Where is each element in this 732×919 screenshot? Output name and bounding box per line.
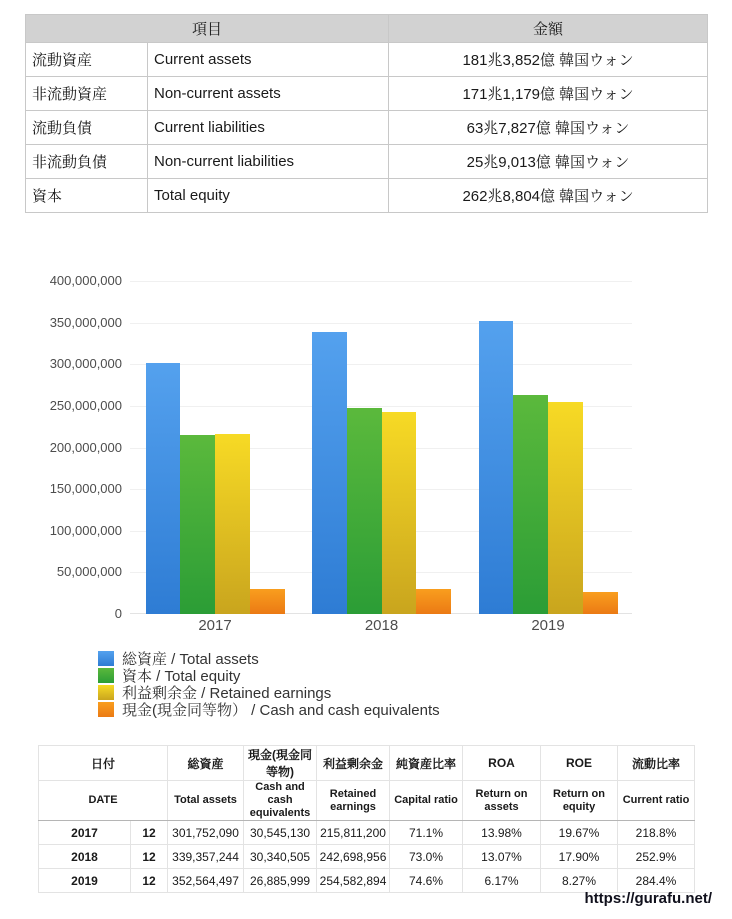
bar (416, 589, 451, 614)
bar-group-2019 (479, 281, 618, 614)
detail-header-jp-cell: 総資産 (168, 746, 244, 781)
detail-cell: 352,564,497 (168, 869, 244, 893)
detail-cell: 74.6% (390, 869, 463, 893)
bar (513, 395, 548, 614)
detail-header-en-cell: DATE (39, 781, 168, 821)
summary-cell-en: Total equity (148, 179, 389, 213)
detail-cell: 13.07% (463, 845, 541, 869)
detail-cell: 252.9% (618, 845, 695, 869)
detail-cell: 26,885,999 (244, 869, 317, 893)
detail-cell: 19.67% (541, 821, 618, 845)
summary-table (25, 14, 708, 213)
detail-cell: 215,811,200 (317, 821, 390, 845)
detail-cell: 12 (131, 845, 168, 869)
detail-row (39, 845, 695, 869)
legend-swatch (98, 651, 114, 666)
chart-plot-area (130, 281, 632, 614)
x-tick-label: 2018 (364, 617, 399, 634)
bar (583, 592, 618, 614)
detail-header-en-cell: Retained earnings (317, 781, 390, 821)
y-tick-label: 50,000,000 (56, 564, 122, 580)
y-tick-label: 100,000,000 (49, 522, 122, 538)
bar (180, 435, 215, 614)
chart-legend (98, 650, 440, 718)
summary-row (26, 43, 708, 77)
legend-label: 資本 / Total equity (122, 668, 241, 685)
detail-cell: 339,357,244 (168, 845, 244, 869)
y-tick-label: 300,000,000 (49, 356, 122, 372)
detail-row (39, 869, 695, 893)
detail-cell: 254,582,894 (317, 869, 390, 893)
legend-swatch (98, 685, 114, 700)
bar (312, 332, 347, 615)
detail-cell: 17.90% (541, 845, 618, 869)
summary-cell-amount: 181兆3,852億 韓国ウォン (389, 43, 708, 77)
summary-header-amount: 金額 (389, 15, 708, 43)
legend-swatch (98, 702, 114, 717)
detail-header-en-cell: Return on assets (463, 781, 541, 821)
bar-group-2018 (312, 281, 451, 614)
detail-cell: 12 (131, 821, 168, 845)
y-tick-label: 0 (114, 606, 122, 621)
detail-cell: 301,752,090 (168, 821, 244, 845)
y-tick-label: 350,000,000 (49, 314, 122, 330)
bar (215, 434, 250, 614)
detail-cell: 284.4% (618, 869, 695, 893)
summary-cell-amount: 171兆1,179億 韓国ウォン (389, 77, 708, 111)
summary-row (26, 111, 708, 145)
detail-cell: 242,698,956 (317, 845, 390, 869)
y-tick-label: 400,000,000 (49, 273, 122, 288)
summary-cell-en: Current liabilities (148, 111, 389, 145)
legend-label: 現金(現金同等物） / Cash and cash equivalents (122, 702, 440, 719)
summary-cell-amount: 262兆8,804億 韓国ウォン (389, 179, 708, 213)
detail-header-en-cell: Cash and cash equivalents (244, 781, 317, 821)
bar (250, 589, 285, 614)
legend-item (98, 701, 440, 718)
detail-header-en-cell: Total assets (168, 781, 244, 821)
bar-group-2017 (146, 281, 285, 614)
bar (146, 363, 181, 614)
detail-header-jp-cell: 日付 (39, 746, 168, 781)
y-tick-label: 200,000,000 (49, 439, 122, 455)
detail-cell: 2018 (39, 845, 131, 869)
detail-header-en-cell: Current ratio (618, 781, 695, 821)
legend-label: 利益剰余金 / Retained earnings (122, 685, 332, 702)
detail-cell: 13.98% (463, 821, 541, 845)
summary-cell-en: Non-current liabilities (148, 145, 389, 179)
legend-label: 総資産 / Total assets (122, 651, 259, 668)
detail-header-jp-cell: 純資産比率 (390, 746, 463, 781)
summary-cell-en: Non-current assets (148, 77, 389, 111)
detail-cell: 73.0% (390, 845, 463, 869)
detail-cell: 218.8% (618, 821, 695, 845)
detail-cell: 12 (131, 869, 168, 893)
summary-row (26, 179, 708, 213)
detail-header-jp-cell: ROA (463, 746, 541, 781)
summary-cell-jp: 流動負債 (26, 111, 148, 145)
summary-cell-jp: 非流動資産 (26, 77, 148, 111)
summary-cell-en: Current assets (148, 43, 389, 77)
detail-cell: 30,545,130 (244, 821, 317, 845)
x-tick-label: 2017 (198, 617, 232, 634)
detail-row (39, 821, 695, 845)
y-tick-label: 250,000,000 (49, 397, 122, 413)
source-url: https://gurafu.net/ (584, 890, 712, 907)
summary-cell-jp: 資本 (26, 179, 148, 213)
detail-header-jp-cell: 現金(現金同等物) (244, 746, 317, 781)
summary-cell-jp: 流動資産 (26, 43, 148, 77)
detail-header-jp-cell: ROE (541, 746, 618, 781)
summary-row (26, 77, 708, 111)
summary-cell-jp: 非流動負債 (26, 145, 148, 179)
summary-header-item: 項目 (26, 15, 389, 43)
detail-cell: 2019 (39, 869, 131, 893)
detail-header-jp-cell: 利益剰余金 (317, 746, 390, 781)
x-tick-label: 2019 (531, 617, 565, 634)
y-tick-label: 150,000,000 (49, 481, 122, 497)
detail-cell: 71.1% (390, 821, 463, 845)
bar (382, 412, 417, 614)
detail-header-jp-cell: 流動比率 (618, 746, 695, 781)
detail-cell: 2017 (39, 821, 131, 845)
summary-header-row (26, 15, 708, 43)
detail-cell: 8.27% (541, 869, 618, 893)
summary-cell-amount: 25兆9,013億 韓国ウォン (389, 145, 708, 179)
bar (347, 408, 382, 614)
legend-swatch (98, 668, 114, 683)
summary-row (26, 145, 708, 179)
summary-cell-amount: 63兆7,827億 韓国ウォン (389, 111, 708, 145)
detail-header-jp (39, 746, 695, 781)
bar (548, 402, 583, 614)
bar (479, 321, 514, 615)
detail-header-en-cell: Return on equity (541, 781, 618, 821)
detail-cell: 6.17% (463, 869, 541, 893)
detail-table (38, 745, 695, 893)
detail-header-en-cell: Capital ratio (390, 781, 463, 821)
detail-cell: 30,340,505 (244, 845, 317, 869)
detail-header-en (39, 781, 695, 821)
